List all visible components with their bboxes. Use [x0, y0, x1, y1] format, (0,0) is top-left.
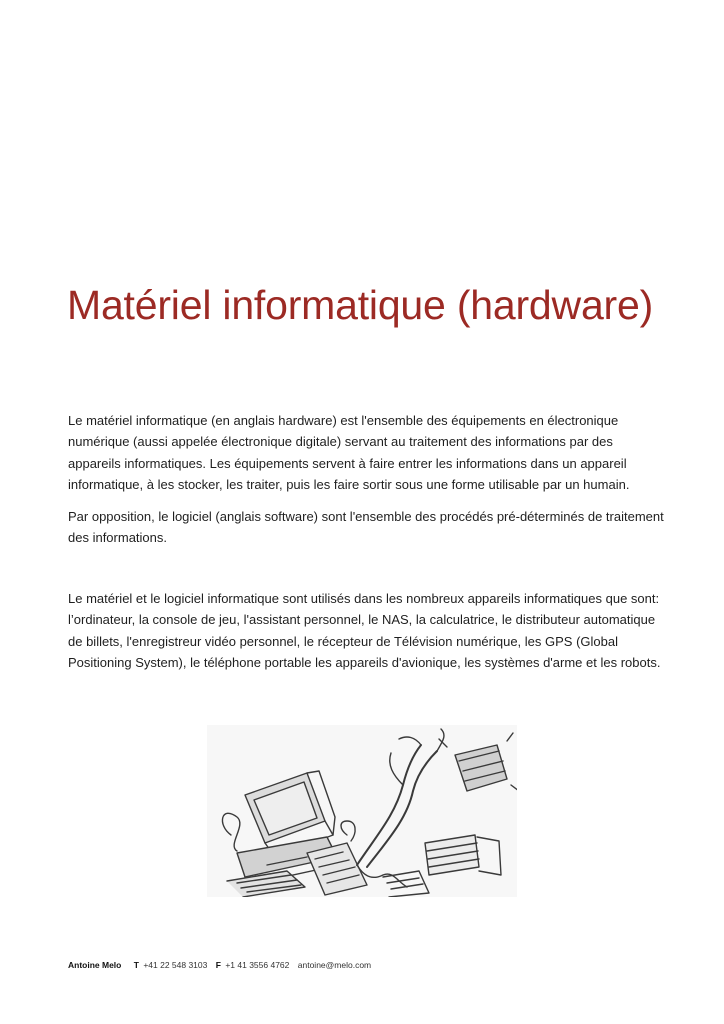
fax-label: F: [215, 960, 221, 970]
footer-contact: [68, 960, 377, 970]
paragraph-intro: Le matériel informatique (en anglais hardware) est l'ensemble des équipements en électronique numérique (aussi appelée électronique digitale) servant au traitement des informations par des appareils informatiques. Les équipements servent à faire entrer les informations dans un appareil informatique, à les stocker, les traiter, puis les faire sortir sous une forme utilisable par un humain.: [68, 413, 630, 492]
paragraph-software: Par opposition, le logiciel (anglais software) sont l'ensemble des procédés pré-déterminés de traitement des informations.: [68, 509, 664, 546]
phone-number: +41 22 548 3103: [143, 960, 208, 970]
author-name: Antoine Melo: [68, 960, 122, 970]
paragraph-devices: Le matériel et le logiciel informatique sont utilisés dans les nombreux appareils informatiques que sont: l’ordinateur, la console de jeu, l'assistant personnel, le NAS, la calculatrice, le distributeur automatique de billets, l'enregistreur vidéo personnel, le récepteur de Télévision numérique, les GPS (Global Positioning System), le téléphone portable les appareils d'avionique, les systèmes d'arme et les robots.: [68, 591, 661, 670]
computer-sketch-icon: [207, 725, 517, 897]
page-title: Matériel informatique (hardware): [67, 282, 654, 328]
computer-sketch-illustration: [207, 725, 517, 897]
email-address: antoine@melo.com: [297, 960, 372, 970]
phone-label: T: [133, 960, 139, 970]
fax-number: +1 41 3556 4762: [225, 960, 290, 970]
